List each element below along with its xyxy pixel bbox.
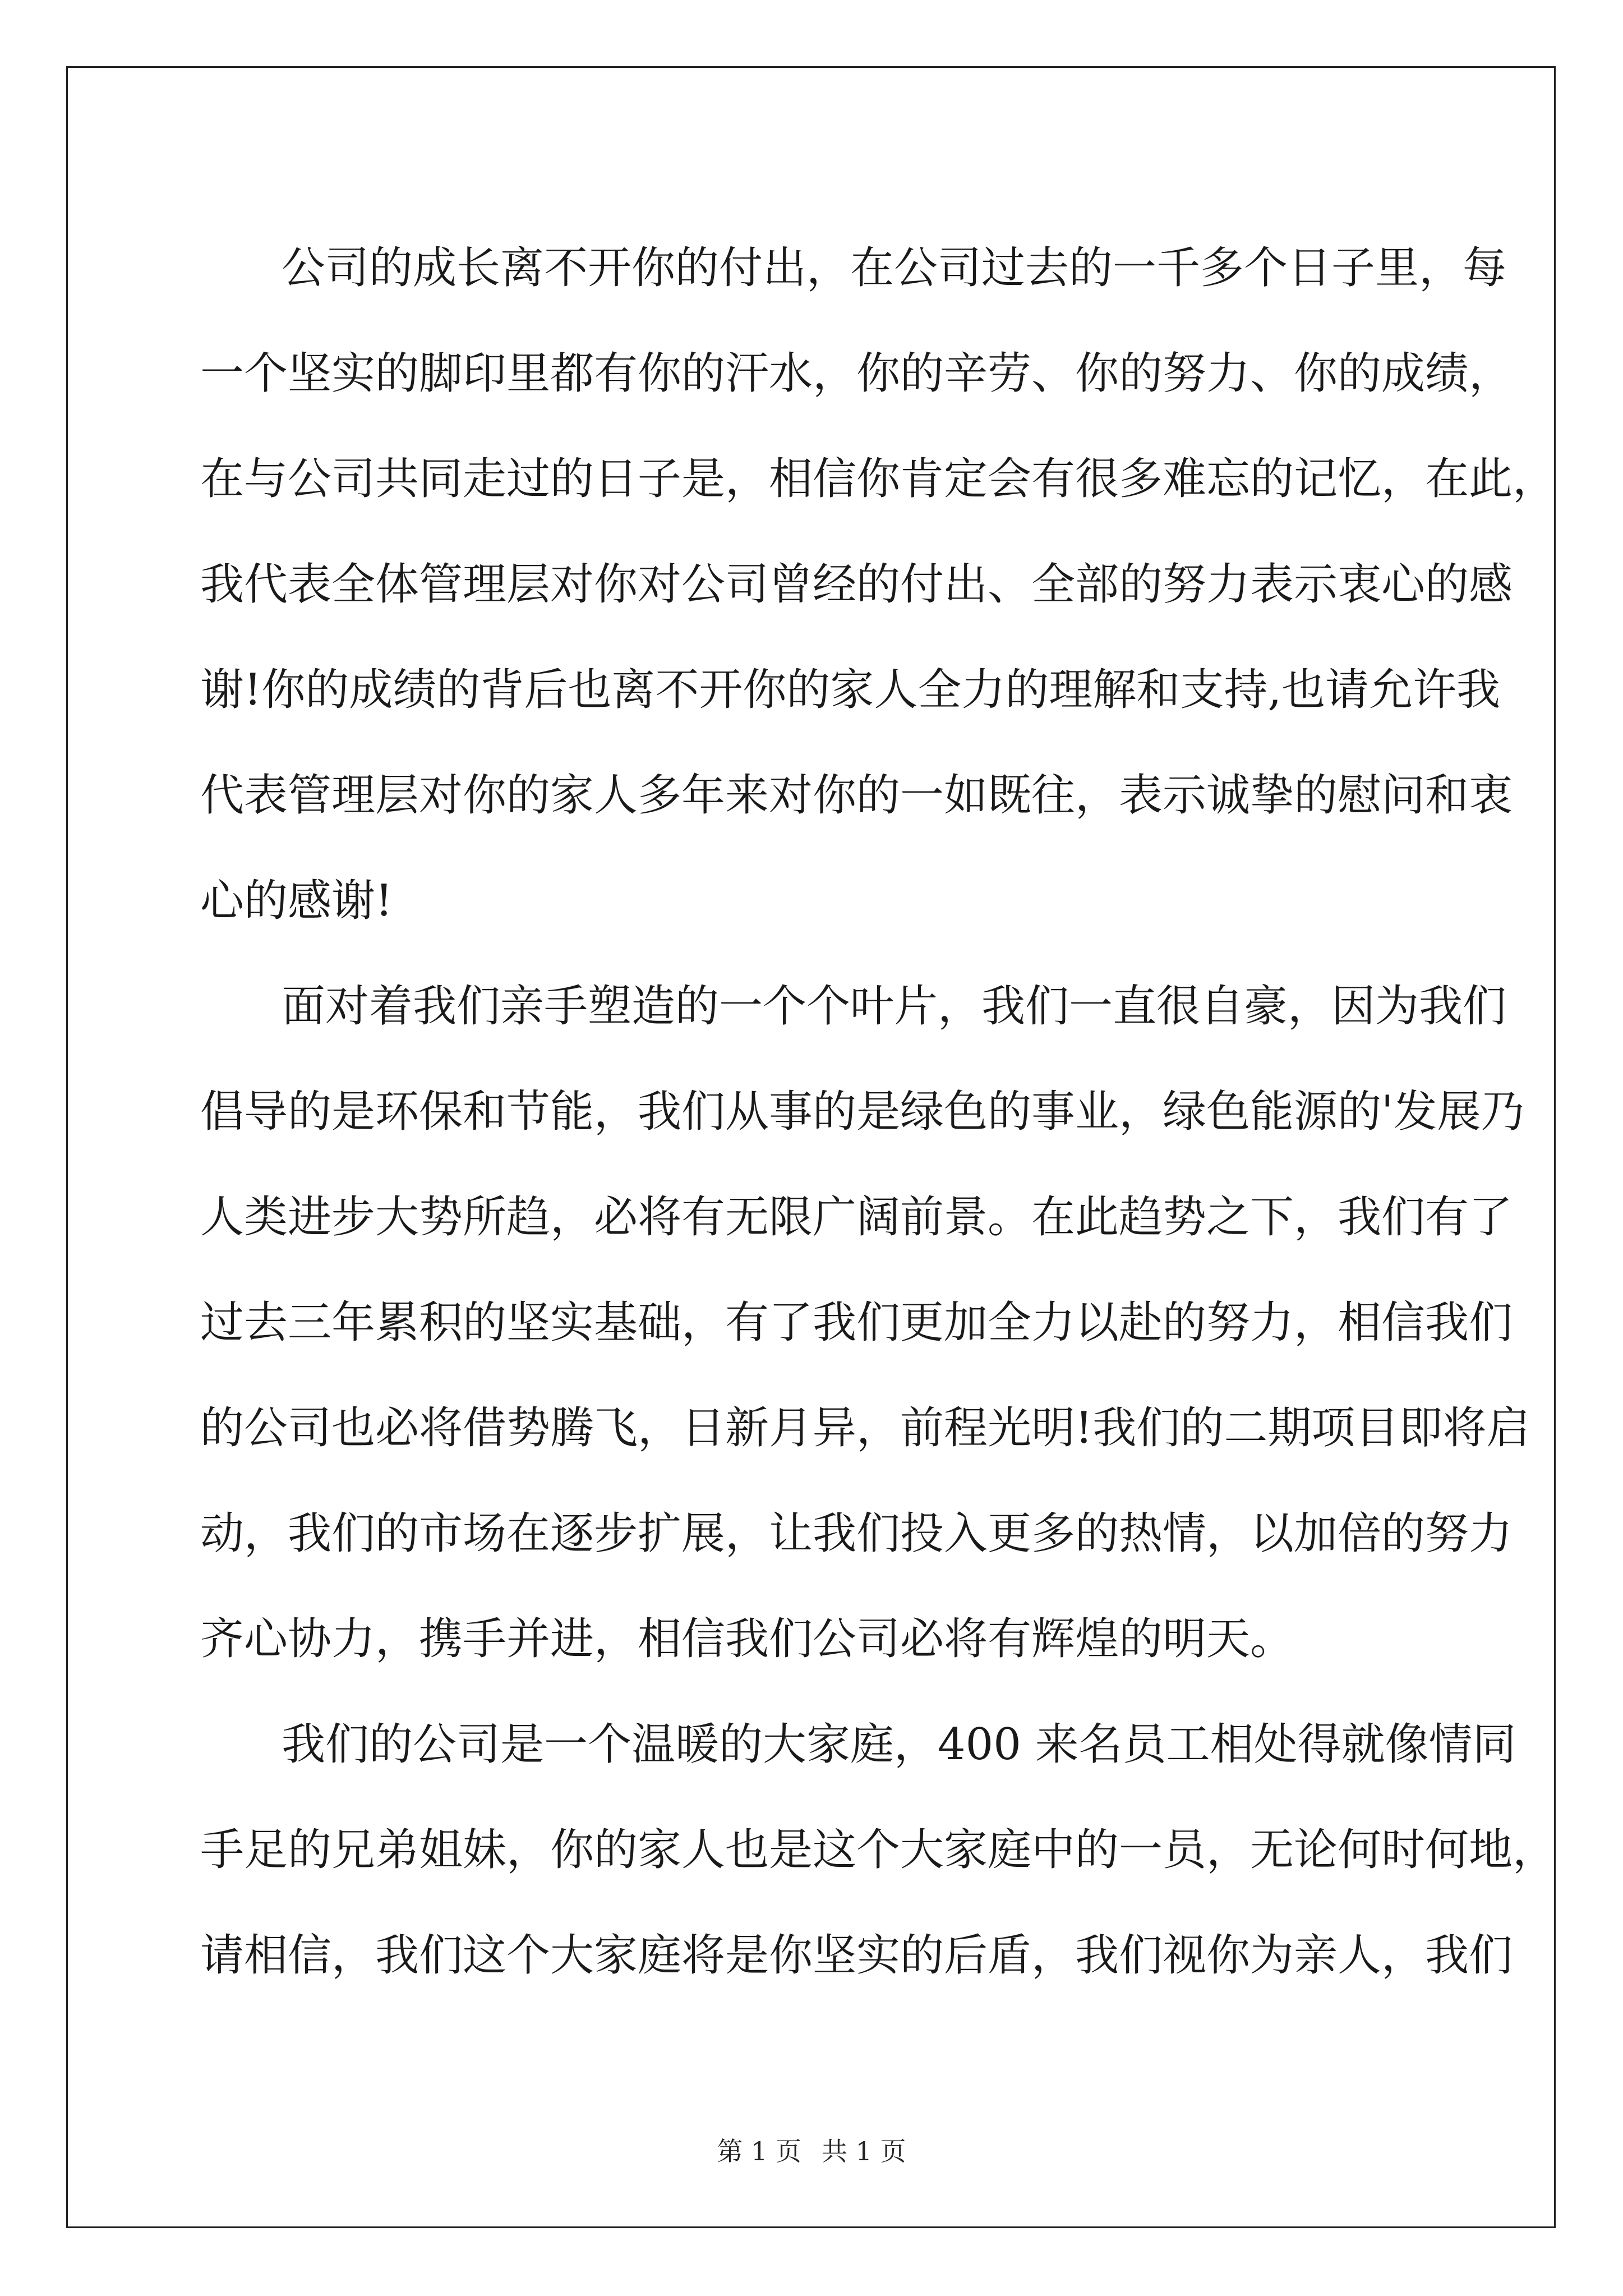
text-line: 动，我们的市场在逐步扩展，让我们投入更多的热情，以加倍的努力	[200, 1508, 1513, 1559]
text-line: 在与公司共同走过的日子是，相信你肯定会有很多难忘的记忆，在此，	[200, 454, 1557, 504]
text-line: 我代表全体管理层对你对公司曾经的付出、全部的努力表示衷心的感	[200, 559, 1513, 610]
text-line: 手足的兄弟姐妹，你的家人也是这个大家庭中的一员，无论何时何地，	[200, 1825, 1557, 1875]
text-line: 人类进步大势所趋，必将有无限广阔前景。在此趋势之下，我们有了	[200, 1192, 1513, 1243]
text-line: 过去三年累积的坚实基础，有了我们更加全力以赴的努力，相信我们	[200, 1297, 1513, 1348]
text-line: 倡导的是环保和节能，我们从事的是绿色的事业，绿色能源的'发展乃	[200, 1087, 1525, 1137]
text-line: 面对着我们亲手塑造的一个个叶片，我们一直很自豪，因为我们	[282, 981, 1507, 1032]
page-total: 共 1 页	[822, 2136, 906, 2166]
text-line: 代表管理层对你的家人多年来对你的一如既往，表示诚挚的慰问和衷	[200, 770, 1513, 821]
document-body	[200, 215, 1557, 2008]
page-number: 第 1 页	[717, 2136, 801, 2166]
text-line: 谢!你的成绩的背后也离不开你的家人全力的理解和支持,也请允许我	[200, 665, 1501, 715]
text-line: 的公司也必将借势腾飞，日新月异，前程光明!我们的二期项目即将启	[200, 1403, 1530, 1453]
text-line: 心的感谢!	[200, 876, 393, 926]
text-line: 我们的公司是一个温暖的大家庭，400 来名员工相处得就像情同	[282, 1719, 1516, 1770]
text-line: 公司的成长离不开你的付出，在公司过去的一千多个日子里，每	[282, 243, 1507, 293]
text-line: 齐心协力，携手并进，相信我们公司必将有辉煌的明天。	[200, 1614, 1294, 1664]
text-line: 一个坚实的脚印里都有你的汗水，你的辛劳、你的努力、你的成绩，	[200, 348, 1513, 399]
text-line: 请相信，我们这个大家庭将是你坚实的后盾，我们视你为亲人，我们	[200, 1930, 1513, 1981]
page-footer	[0, 2131, 1623, 2168]
